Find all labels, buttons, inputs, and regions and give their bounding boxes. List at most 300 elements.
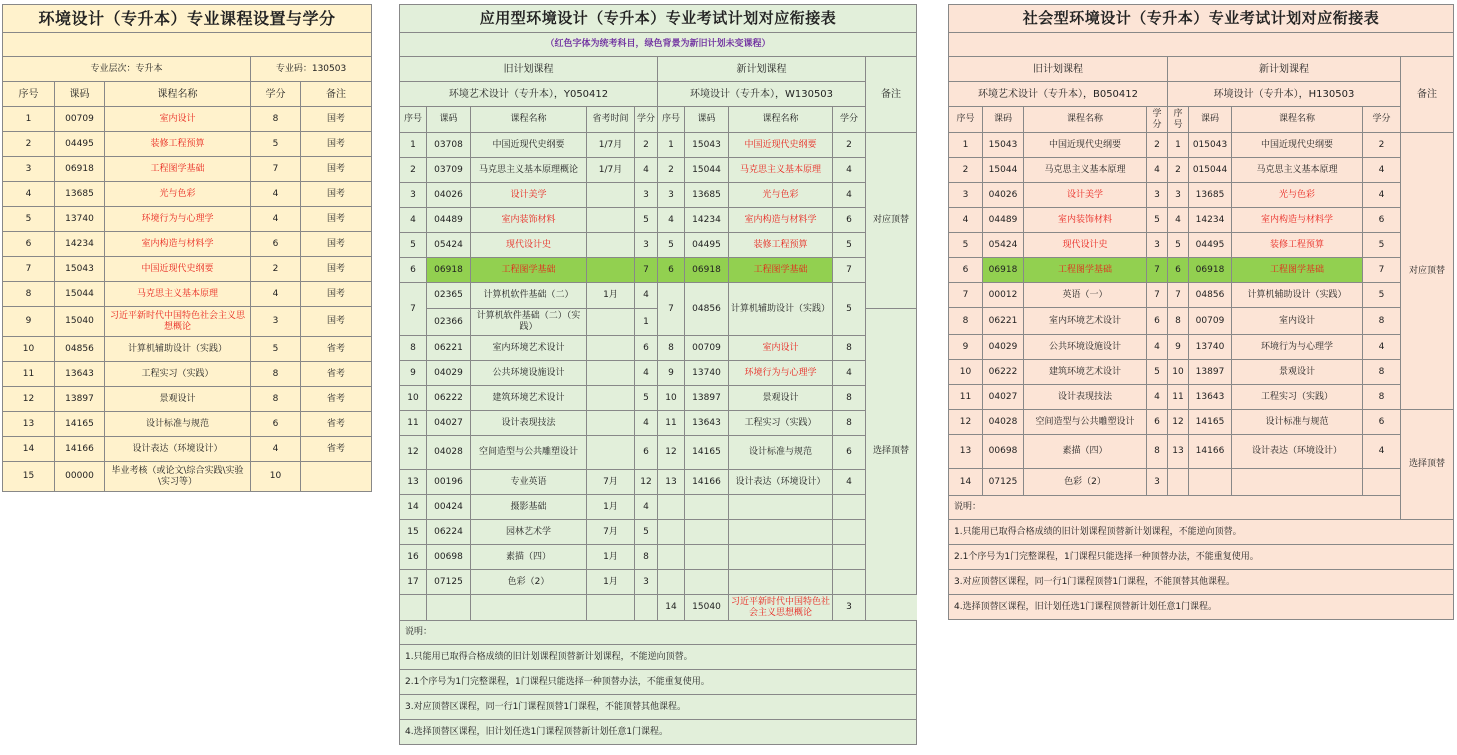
cell-code: 13897 <box>55 387 105 412</box>
cell: 6 <box>1363 410 1401 435</box>
table-row <box>3 387 372 412</box>
cell: 13897 <box>1189 360 1232 385</box>
cell: 马克思主义基本原理 <box>729 158 833 183</box>
cell: 工程图学基础 <box>729 258 833 283</box>
cell: 4 <box>1363 435 1401 469</box>
cell: 建筑环境艺术设计 <box>471 386 587 411</box>
notes-title: 说明： <box>400 621 917 645</box>
cell: 3 <box>635 570 658 595</box>
cell-name: 习近平新时代中国特色社会主义思想概论 <box>105 307 251 337</box>
cell: 06918 <box>1189 258 1232 283</box>
table-row <box>400 133 917 158</box>
cell: 3 <box>400 183 427 208</box>
cell: 光与色彩 <box>729 183 833 208</box>
header-no: 序号 <box>3 82 55 107</box>
table-row <box>400 283 917 309</box>
cell <box>833 570 866 595</box>
table-row <box>949 258 1454 283</box>
table-row <box>400 233 917 258</box>
cell <box>833 520 866 545</box>
table-row <box>3 257 372 282</box>
table-row <box>949 410 1454 435</box>
cell-name: 室内设计 <box>105 107 251 132</box>
cell: 00698 <box>983 435 1024 469</box>
cell: 室内装饰材料 <box>1024 208 1147 233</box>
new-major: 环境设计（专升本），H130503 <box>1168 82 1401 107</box>
cell: 1月 <box>587 283 635 309</box>
new-plan-header: 新计划课程 <box>658 57 866 82</box>
cell: 设计标准与规范 <box>1232 410 1363 435</box>
cell: 6 <box>400 258 427 283</box>
cell-note <box>301 462 372 492</box>
table-row <box>400 208 917 233</box>
cell: 6 <box>949 258 983 283</box>
cell: 7月 <box>587 520 635 545</box>
cell: 室内构造与材料学 <box>729 208 833 233</box>
spacer-row <box>949 33 1454 57</box>
cell: 06918 <box>983 258 1024 283</box>
cell-note: 国考 <box>301 182 372 207</box>
cell-name: 景观设计 <box>105 387 251 412</box>
cell-no: 3 <box>3 157 55 182</box>
table-row <box>400 495 917 520</box>
cell: 室内构造与材料学 <box>1232 208 1363 233</box>
cell: 设计表现技法 <box>471 411 587 436</box>
header-cell: 学分 <box>1363 107 1401 133</box>
cell <box>729 520 833 545</box>
header-cell: 序号 <box>949 107 983 133</box>
cell-name: 毕业考核（或论文\综合实践\实验\实习等） <box>105 462 251 492</box>
cell: 2 <box>1147 133 1168 158</box>
table-row <box>3 107 372 132</box>
cell: 13897 <box>685 386 729 411</box>
cell-credit: 8 <box>251 387 301 412</box>
cell <box>658 545 685 570</box>
cell-credit: 3 <box>251 307 301 337</box>
cell-name: 装修工程预算 <box>105 132 251 157</box>
cell: 7 <box>1147 283 1168 308</box>
cell-code: 13643 <box>55 362 105 387</box>
cell: 00196 <box>427 470 471 495</box>
table-row <box>949 208 1454 233</box>
cell-code: 14165 <box>55 412 105 437</box>
cell: 04029 <box>427 361 471 386</box>
cell: 13643 <box>1189 385 1232 410</box>
table-row <box>400 183 917 208</box>
cell-code: 13685 <box>55 182 105 207</box>
cell-note: 国考 <box>301 157 372 182</box>
header-credit: 学分 <box>251 82 301 107</box>
table-subtitle: （红色字体为统考科目，绿色背景为新旧计划未变课程） <box>400 33 917 57</box>
table-row <box>400 361 917 386</box>
cell: 04027 <box>427 411 471 436</box>
cell <box>658 495 685 520</box>
cell: 04026 <box>983 183 1024 208</box>
table-row <box>949 158 1454 183</box>
cell: 6 <box>833 436 866 470</box>
cell: 空间造型与公共雕塑设计 <box>471 436 587 470</box>
cell: 素描（四） <box>1024 435 1147 469</box>
cell: 04028 <box>983 410 1024 435</box>
cell-no: 1 <box>3 107 55 132</box>
cell: 07125 <box>427 570 471 595</box>
cell: 00709 <box>685 336 729 361</box>
cell <box>587 336 635 361</box>
cell: 5 <box>1147 360 1168 385</box>
cell: 8 <box>1363 385 1401 410</box>
table-row <box>3 412 372 437</box>
cell: 7 <box>400 283 427 336</box>
remark-header: 备注 <box>1401 57 1454 133</box>
cell-no: 10 <box>3 337 55 362</box>
cell-code: 04495 <box>55 132 105 157</box>
cell: 12 <box>635 470 658 495</box>
cell: 5 <box>1363 283 1401 308</box>
cell: 3 <box>1168 183 1189 208</box>
cell: 2 <box>1363 133 1401 158</box>
cell: 15040 <box>685 595 729 621</box>
cell: 建筑环境艺术设计 <box>1024 360 1147 385</box>
cell: 8 <box>1363 360 1401 385</box>
cell: 中国近现代史纲要 <box>1232 133 1363 158</box>
table-row <box>400 470 917 495</box>
cell <box>685 545 729 570</box>
cell: 1 <box>658 133 685 158</box>
cell-name: 设计表达（环境设计） <box>105 437 251 462</box>
cell: 4 <box>833 158 866 183</box>
cell: 4 <box>1147 158 1168 183</box>
table-row <box>3 232 372 257</box>
cell: 03709 <box>427 158 471 183</box>
cell: 015043 <box>1189 133 1232 158</box>
cell: 06222 <box>427 386 471 411</box>
cell: 04856 <box>685 283 729 336</box>
cell: 8 <box>1147 435 1168 469</box>
cell <box>587 183 635 208</box>
cell-name: 设计标准与规范 <box>105 412 251 437</box>
cell: 7 <box>949 283 983 308</box>
cell: 04027 <box>983 385 1024 410</box>
cell-code: 15043 <box>55 257 105 282</box>
cell: 4 <box>833 470 866 495</box>
cell: 5 <box>635 520 658 545</box>
cell <box>587 258 635 283</box>
cell-note: 国考 <box>301 232 372 257</box>
cell: 00012 <box>983 283 1024 308</box>
cell: 14 <box>949 469 983 496</box>
table-row <box>949 385 1454 410</box>
cell-credit: 8 <box>251 107 301 132</box>
cell-note: 省考 <box>301 437 372 462</box>
cell-code: 14234 <box>55 232 105 257</box>
cell: 1 <box>1168 133 1189 158</box>
cell: 6 <box>1363 208 1401 233</box>
cell <box>400 595 427 621</box>
note-line: 1.只能用已取得合格成绩的旧计划课程顶替新计划课程，不能逆向顶替。 <box>949 520 1454 545</box>
cell: 3 <box>949 183 983 208</box>
cell: 4 <box>1168 208 1189 233</box>
table-title: 应用型环境设计（专升本）专业考试计划对应衔接表 <box>400 5 917 33</box>
cell: 3 <box>658 183 685 208</box>
cell-note: 省考 <box>301 362 372 387</box>
cell: 8 <box>1168 308 1189 335</box>
cell: 设计美学 <box>1024 183 1147 208</box>
cell: 7 <box>635 258 658 283</box>
cell-note: 国考 <box>301 132 372 157</box>
cell: 装修工程预算 <box>729 233 833 258</box>
cell: 15043 <box>685 133 729 158</box>
cell: 4 <box>1363 158 1401 183</box>
cell <box>587 411 635 436</box>
cell: 8 <box>400 336 427 361</box>
cell-name: 工程实习（实践） <box>105 362 251 387</box>
cell <box>685 495 729 520</box>
header-cell: 学分 <box>635 107 658 133</box>
cell: 14 <box>400 495 427 520</box>
cell <box>587 233 635 258</box>
table-row <box>3 132 372 157</box>
header-cell: 课程名称 <box>729 107 833 133</box>
note-select: 选择顶替 <box>866 309 917 595</box>
cell: 素描（四） <box>471 545 587 570</box>
note-line: 4.选择顶替区课程，旧计划任选1门课程顶替新计划任意1门课程。 <box>949 595 1454 620</box>
cell-code: 14166 <box>55 437 105 462</box>
cell-credit: 8 <box>251 362 301 387</box>
table-row <box>400 386 917 411</box>
header-cell: 课程名称 <box>471 107 587 133</box>
cell-note: 国考 <box>301 307 372 337</box>
cell: 3 <box>1147 469 1168 496</box>
cell: 15 <box>400 520 427 545</box>
table-row <box>949 183 1454 208</box>
cell: 空间造型与公共雕塑设计 <box>1024 410 1147 435</box>
table-row <box>400 520 917 545</box>
cell: 13740 <box>1189 335 1232 360</box>
cell: 05424 <box>983 233 1024 258</box>
cell: 14234 <box>685 208 729 233</box>
cell: 2 <box>658 158 685 183</box>
cell: 3 <box>1147 233 1168 258</box>
cell-note: 省考 <box>301 337 372 362</box>
table-row <box>400 158 917 183</box>
cell-note: 省考 <box>301 412 372 437</box>
cell: 11 <box>400 411 427 436</box>
old-major: 环境艺术设计（专升本），Y050412 <box>400 82 658 107</box>
cell: 7 <box>833 258 866 283</box>
cell: 12 <box>1168 410 1189 435</box>
cell: 14166 <box>685 470 729 495</box>
course-table <box>2 4 372 492</box>
cell: 景观设计 <box>729 386 833 411</box>
cell: 06918 <box>427 258 471 283</box>
cell <box>587 386 635 411</box>
header-cell: 课码 <box>427 107 471 133</box>
cell: 5 <box>1363 233 1401 258</box>
header-cell: 课码 <box>685 107 729 133</box>
new-plan-header: 新计划课程 <box>1168 57 1401 82</box>
cell: 04856 <box>1189 283 1232 308</box>
note-line: 4.选择顶替区课程，旧计划任选1门课程顶替新计划任意1门课程。 <box>400 720 917 745</box>
table-row <box>3 362 372 387</box>
cell: 8 <box>833 411 866 436</box>
cell-credit: 4 <box>251 282 301 307</box>
cell <box>635 595 658 621</box>
cell: 04495 <box>1189 233 1232 258</box>
note-direct: 对应顶替 <box>1401 133 1454 410</box>
cell: 工程图学基础 <box>1232 258 1363 283</box>
cell <box>471 595 587 621</box>
cell: 04028 <box>427 436 471 470</box>
table-row <box>3 462 372 492</box>
cell <box>729 545 833 570</box>
table-row <box>949 435 1454 469</box>
cell: 现代设计史 <box>471 233 587 258</box>
cell: 00709 <box>1189 308 1232 335</box>
cell: 8 <box>833 386 866 411</box>
cell: 7 <box>1168 283 1189 308</box>
cell: 13685 <box>1189 183 1232 208</box>
cell: 设计标准与规范 <box>729 436 833 470</box>
cell: 3 <box>833 595 866 621</box>
table-row <box>400 595 917 621</box>
table-row <box>949 233 1454 258</box>
cell: 4 <box>949 208 983 233</box>
cell: 13740 <box>685 361 729 386</box>
cell: 3 <box>1147 183 1168 208</box>
header-note: 备注 <box>301 82 372 107</box>
cell: 6 <box>1147 410 1168 435</box>
cell: 室内装饰材料 <box>471 208 587 233</box>
cell: 中国近现代史纲要 <box>471 133 587 158</box>
cell: 英语（一） <box>1024 283 1147 308</box>
cell: 1 <box>400 133 427 158</box>
cell: 12 <box>949 410 983 435</box>
cell: 1 <box>949 133 983 158</box>
table-row <box>949 469 1454 496</box>
cell: 04495 <box>685 233 729 258</box>
note-line: 3.对应顶替区课程，同一行1门课程顶替1门课程，不能顶替其他课程。 <box>949 570 1454 595</box>
cell: 装修工程预算 <box>1232 233 1363 258</box>
cell: 2 <box>949 158 983 183</box>
major-code: 专业码：130503 <box>251 57 372 82</box>
note-line: 3.对应顶替区课程，同一行1门课程顶替1门课程，不能顶替其他课程。 <box>400 695 917 720</box>
cell <box>1168 469 1189 496</box>
cell-code: 15040 <box>55 307 105 337</box>
cell: 室内环境艺术设计 <box>471 336 587 361</box>
cell: 4 <box>635 411 658 436</box>
cell: 马克思主义基本原理 <box>1024 158 1147 183</box>
cell <box>833 545 866 570</box>
note-select: 选择顶替 <box>1401 410 1454 520</box>
cell-note: 国考 <box>301 257 372 282</box>
cell: 专业英语 <box>471 470 587 495</box>
cell: 6 <box>658 258 685 283</box>
cell: 景观设计 <box>1232 360 1363 385</box>
cell: 11 <box>1168 385 1189 410</box>
cell: 工程图学基础 <box>1024 258 1147 283</box>
table-row <box>400 436 917 470</box>
cell: 中国近现代史纲要 <box>1024 133 1147 158</box>
cell: 06222 <box>983 360 1024 385</box>
cell: 06224 <box>427 520 471 545</box>
cell: 4 <box>833 183 866 208</box>
header-cell: 课码 <box>1189 107 1232 133</box>
cell: 4 <box>635 361 658 386</box>
cell: 工程实习（实践） <box>729 411 833 436</box>
cell: 9 <box>949 335 983 360</box>
cell <box>658 570 685 595</box>
note-line: 2.1个序号为1门完整课程，1门课程只能选择一种顶替办法，不能重复使用。 <box>400 670 917 695</box>
cell: 摄影基础 <box>471 495 587 520</box>
cell: 1/7月 <box>587 133 635 158</box>
old-plan-header: 旧计划课程 <box>949 57 1168 82</box>
cell: 1月 <box>587 545 635 570</box>
cell-no: 4 <box>3 182 55 207</box>
cell-note: 省考 <box>301 387 372 412</box>
cell-no: 15 <box>3 462 55 492</box>
mapping-table-social <box>948 4 1454 620</box>
table-row <box>3 437 372 462</box>
cell: 4 <box>1363 183 1401 208</box>
cell-code: 13740 <box>55 207 105 232</box>
cell-credit: 4 <box>251 182 301 207</box>
cell: 015044 <box>1189 158 1232 183</box>
cell: 05424 <box>427 233 471 258</box>
table-row <box>3 207 372 232</box>
cell <box>685 570 729 595</box>
cell-no: 14 <box>3 437 55 462</box>
header-cell: 学分 <box>1147 107 1168 133</box>
cell: 5 <box>400 233 427 258</box>
cell: 园林艺术学 <box>471 520 587 545</box>
cell: 6 <box>635 436 658 470</box>
cell: 06221 <box>427 336 471 361</box>
cell-credit: 6 <box>251 232 301 257</box>
cell-code: 04856 <box>55 337 105 362</box>
cell-code: 15044 <box>55 282 105 307</box>
cell: 3 <box>635 183 658 208</box>
cell: 计算机辅助设计（实践） <box>1232 283 1363 308</box>
cell: 计算机软件基础（二） <box>471 283 587 309</box>
cell: 13 <box>658 470 685 495</box>
cell-credit: 5 <box>251 337 301 362</box>
cell: 13 <box>400 470 427 495</box>
cell: 中国近现代史纲要 <box>729 133 833 158</box>
cell: 00698 <box>427 545 471 570</box>
cell: 7 <box>1363 258 1401 283</box>
cell: 3 <box>635 233 658 258</box>
cell: 工程实习（实践） <box>1232 385 1363 410</box>
cell: 06221 <box>983 308 1024 335</box>
table-row <box>949 335 1454 360</box>
cell: 14234 <box>1189 208 1232 233</box>
cell: 9 <box>658 361 685 386</box>
cell: 04489 <box>427 208 471 233</box>
cell-no: 8 <box>3 282 55 307</box>
cell-credit: 2 <box>251 257 301 282</box>
table-row <box>949 133 1454 158</box>
cell: 室内环境艺术设计 <box>1024 308 1147 335</box>
cell <box>658 520 685 545</box>
cell: 1/7月 <box>587 158 635 183</box>
cell: 8 <box>949 308 983 335</box>
cell: 设计表达（环境设计） <box>1232 435 1363 469</box>
cell: 设计美学 <box>471 183 587 208</box>
cell: 色彩（2） <box>1024 469 1147 496</box>
cell <box>427 595 471 621</box>
cell: 5 <box>833 283 866 336</box>
table-title: 社会型环境设计（专升本）专业考试计划对应衔接表 <box>949 5 1454 33</box>
